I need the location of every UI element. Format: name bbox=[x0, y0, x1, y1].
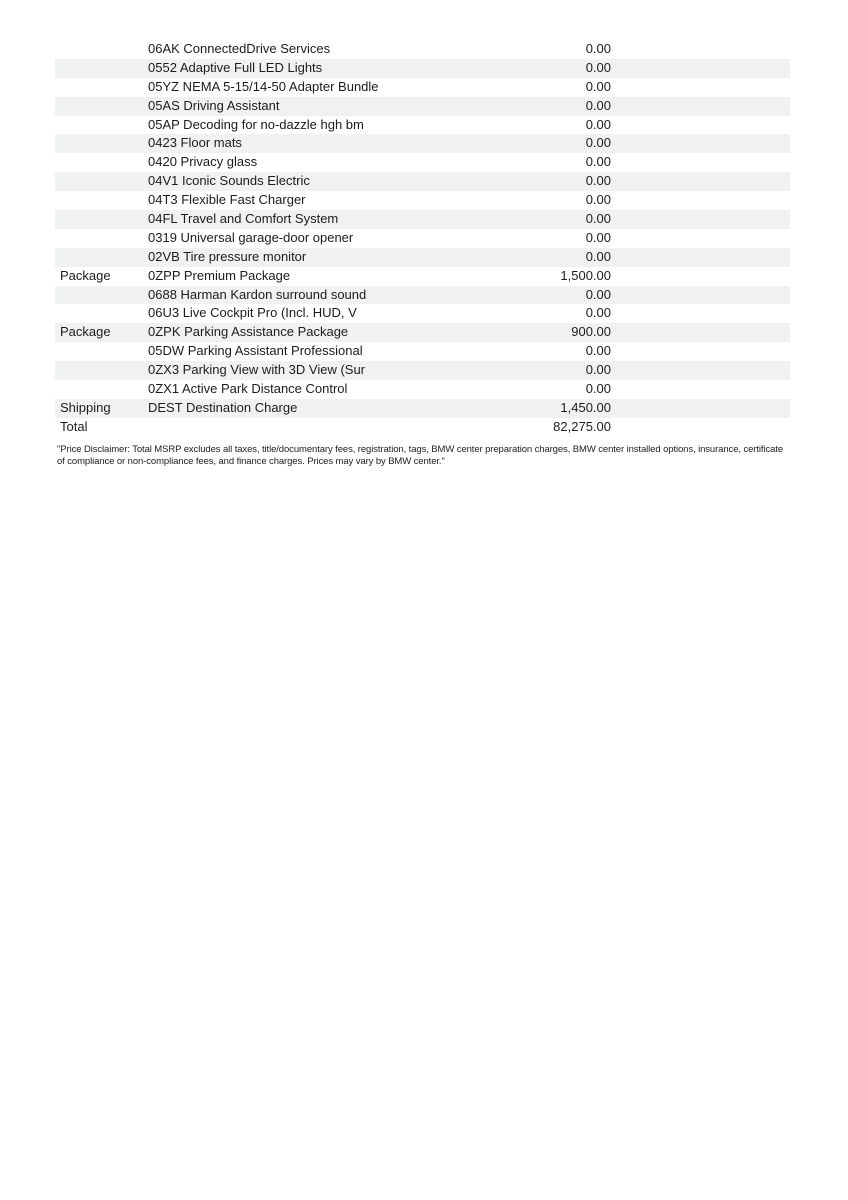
table-row bbox=[55, 78, 790, 97]
row-item: 06AK ConnectedDrive Services bbox=[148, 41, 331, 56]
row-price: 0.00 bbox=[585, 135, 611, 151]
row-item: 04FL Travel and Comfort System bbox=[148, 211, 339, 227]
table-row bbox=[55, 40, 790, 59]
table-row bbox=[55, 380, 790, 399]
table-row bbox=[55, 323, 790, 342]
row-item: 05AS Driving Assistant bbox=[148, 97, 280, 113]
row-price: 0.00 bbox=[585, 381, 611, 397]
row-price: 0.00 bbox=[585, 59, 611, 75]
row-category: Shipping bbox=[60, 399, 111, 415]
row-price: 0.00 bbox=[585, 211, 611, 227]
row-price: 0.00 bbox=[585, 173, 611, 189]
row-item: 04T3 Flexible Fast Charger bbox=[148, 192, 306, 208]
row-price: 0.00 bbox=[585, 192, 611, 208]
options-table bbox=[55, 40, 790, 437]
table-row bbox=[55, 134, 790, 153]
row-item: 05DW Parking Assistant Professional bbox=[148, 343, 363, 359]
row-price: 0.00 bbox=[585, 362, 611, 378]
row-category: Total bbox=[60, 418, 88, 434]
row-item: 0688 Harman Kardon surround sound bbox=[148, 286, 367, 302]
row-category: Package bbox=[60, 324, 111, 340]
row-price: 0.00 bbox=[585, 343, 611, 359]
row-price: 0.00 bbox=[585, 154, 611, 170]
row-item: 0319 Universal garage-door opener bbox=[148, 229, 354, 245]
row-price: 0.00 bbox=[585, 116, 611, 132]
row-price: 0.00 bbox=[585, 248, 611, 264]
table-row bbox=[55, 286, 790, 305]
row-item: 0ZX1 Active Park Distance Control bbox=[148, 381, 348, 397]
table-row bbox=[55, 59, 790, 78]
row-item: 0423 Floor mats bbox=[148, 135, 242, 151]
row-price: 0.00 bbox=[585, 41, 611, 56]
table-row bbox=[55, 97, 790, 116]
row-item: 05AP Decoding for no-dazzle hgh bm bbox=[148, 116, 364, 132]
row-price: 82,275.00 bbox=[553, 418, 611, 434]
table-row bbox=[55, 191, 790, 210]
row-price: 0.00 bbox=[585, 78, 611, 94]
row-price: 0.00 bbox=[585, 286, 611, 302]
table-row bbox=[55, 418, 790, 437]
row-item: DEST Destination Charge bbox=[148, 399, 298, 415]
table-row bbox=[55, 304, 790, 323]
row-item: 04V1 Iconic Sounds Electric bbox=[148, 173, 310, 189]
row-item: 0ZPK Parking Assistance Package bbox=[148, 324, 349, 340]
row-price: 1,500.00 bbox=[560, 267, 611, 283]
table-row bbox=[55, 172, 790, 191]
table-row bbox=[55, 361, 790, 380]
row-item: 0ZPP Premium Package bbox=[148, 267, 291, 283]
table-row bbox=[55, 248, 790, 267]
row-category: Package bbox=[60, 267, 111, 283]
table-row bbox=[55, 342, 790, 361]
row-price: 1,450.00 bbox=[560, 399, 611, 415]
row-item: 0552 Adaptive Full LED Lights bbox=[148, 59, 323, 75]
table-row bbox=[55, 210, 790, 229]
row-item: 0420 Privacy glass bbox=[148, 154, 258, 170]
row-price: 0.00 bbox=[585, 229, 611, 245]
table-row bbox=[55, 399, 790, 418]
table-row bbox=[55, 116, 790, 135]
table-row bbox=[55, 267, 790, 286]
row-item: 05YZ NEMA 5-15/14-50 Adapter Bundle bbox=[148, 78, 379, 94]
row-item: 0ZX3 Parking View with 3D View (Sur bbox=[148, 362, 366, 378]
table-row bbox=[55, 229, 790, 248]
row-price: 0.00 bbox=[585, 97, 611, 113]
price-disclaimer: "Price Disclaimer: Total MSRP excludes all taxes, title/documentary fees, registration, tags, BMW center preparation charges, BMW center installed options, insurance, certificate of compliance or non-compliance fees, and finance charges. Prices may vary by BMW center." bbox=[57, 444, 784, 467]
row-item: 06U3 Live Cockpit Pro (Incl. HUD, V bbox=[148, 305, 357, 321]
table-row bbox=[55, 153, 790, 172]
row-item: 02VB Tire pressure monitor bbox=[148, 248, 307, 264]
row-price: 0.00 bbox=[585, 305, 611, 321]
row-price: 900.00 bbox=[571, 324, 611, 340]
